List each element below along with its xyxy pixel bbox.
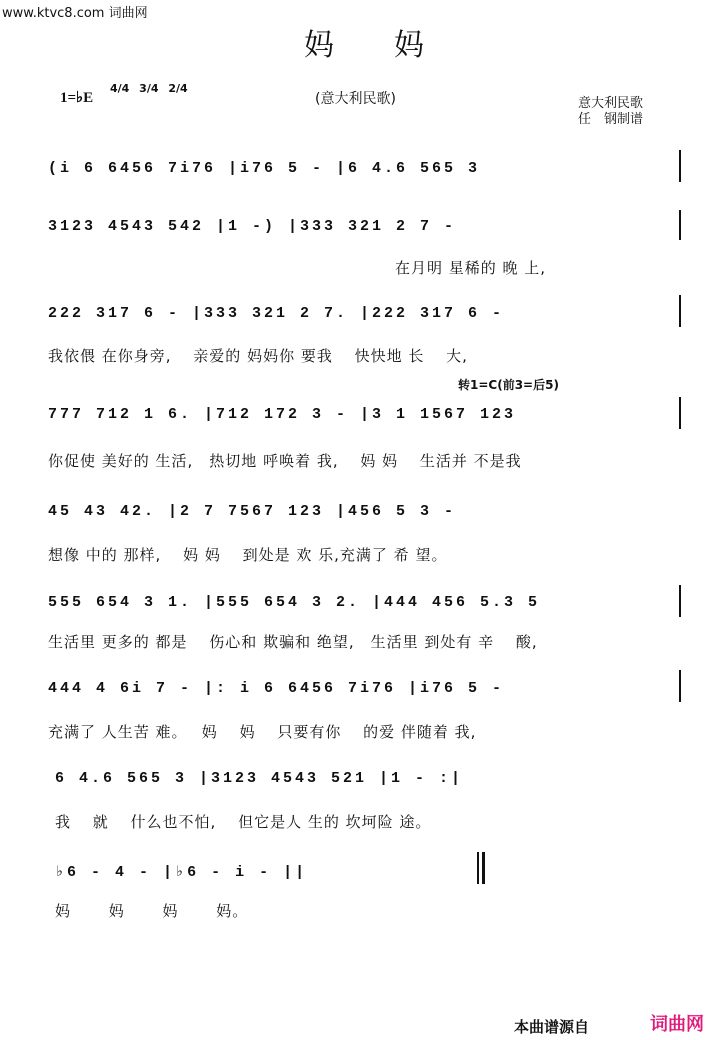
- score-row-9-lyrics: 妈 妈 妈 妈。: [55, 902, 249, 920]
- subtitle: (意大利民歌): [315, 91, 396, 107]
- barline: [679, 210, 681, 240]
- barline: [679, 295, 681, 327]
- score-row-6-notes: 555 654 3 1. |555 654 3 2. |444 456 5.3 5: [48, 594, 541, 611]
- score-row-5-notes: 45 43 42. |2 7 7567 123 |456 5 3 -: [48, 503, 457, 520]
- score-row-1-notes: (i 6 6456 7i76 |i76 5 - |6 4.6 565 3: [48, 160, 481, 177]
- score-row-7-notes: 444 4 6i 7 - |: i 6 6456 7i76 |i76 5 -: [48, 680, 505, 697]
- final-barline-thin: [477, 852, 479, 884]
- score-row-4-notes: 777 712 1 6. |712 172 3 - |3 1 1567 123: [48, 406, 517, 423]
- time-signatures: [110, 84, 194, 94]
- score-row-7-lyrics: 充满了 人生苦 难。 妈 妈 只要有你 的爱 伴随着 我,: [48, 723, 477, 741]
- score-row-6-lyrics: 生活里 更多的 都是 伤心和 欺骗和 绝望, 生活里 到处有 辛 酸,: [48, 633, 538, 651]
- final-barline-thick: [482, 852, 485, 884]
- score-row-4-lyrics: 你促使 美好的 生活, 热切地 呼唤着 我, 妈 妈 生活并 不是我: [48, 452, 522, 470]
- score-row-2-notes: 3123 4543 542 |1 -) |333 321 2 7 -: [48, 218, 457, 235]
- credit-arranger: 任 钢制谱: [578, 112, 644, 127]
- meter-3: 2/4: [168, 82, 188, 95]
- score-row-3-notes: 222 317 6 - |333 321 2 7. |222 317 6 -: [48, 305, 505, 322]
- barline: [679, 397, 681, 429]
- site-logo[interactable]: 词曲网: [650, 1014, 704, 1035]
- footer-source-text: 本曲谱源自: [514, 1018, 590, 1036]
- score-row-3-lyrics: 我依偎 在你身旁, 亲爱的 妈妈你 要我 快快地 长 大,: [48, 347, 468, 365]
- score-row-5-lyrics: 想像 中的 那样, 妈 妈 到处是 欢 乐,充满了 希 望。: [48, 546, 448, 564]
- meter-2: 3/4: [139, 82, 159, 95]
- barline: [679, 670, 681, 702]
- barline: [679, 150, 681, 182]
- score-row-2-lyrics: 在月明 星稀的 晚 上,: [395, 259, 547, 277]
- score-row-9-notes: ♭6 - 4 - |♭6 - i - ||: [55, 864, 308, 881]
- page-title: 妈妈: [304, 28, 484, 63]
- credit-origin: 意大利民歌: [578, 96, 644, 111]
- score-row-8-lyrics: 我 就 什么也不怕, 但它是人 生的 坎坷险 途。: [55, 813, 432, 831]
- modulation-note: 转1=C(前3=后5): [458, 378, 559, 392]
- meter-1: 4/4: [110, 82, 130, 95]
- key-signature: 1=♭E: [60, 90, 94, 106]
- site-url: www.ktvc8.com 词曲网: [2, 6, 148, 21]
- barline: [679, 585, 681, 617]
- score-row-8-notes: 6 4.6 565 3 |3123 4543 521 |1 - :|: [55, 770, 464, 787]
